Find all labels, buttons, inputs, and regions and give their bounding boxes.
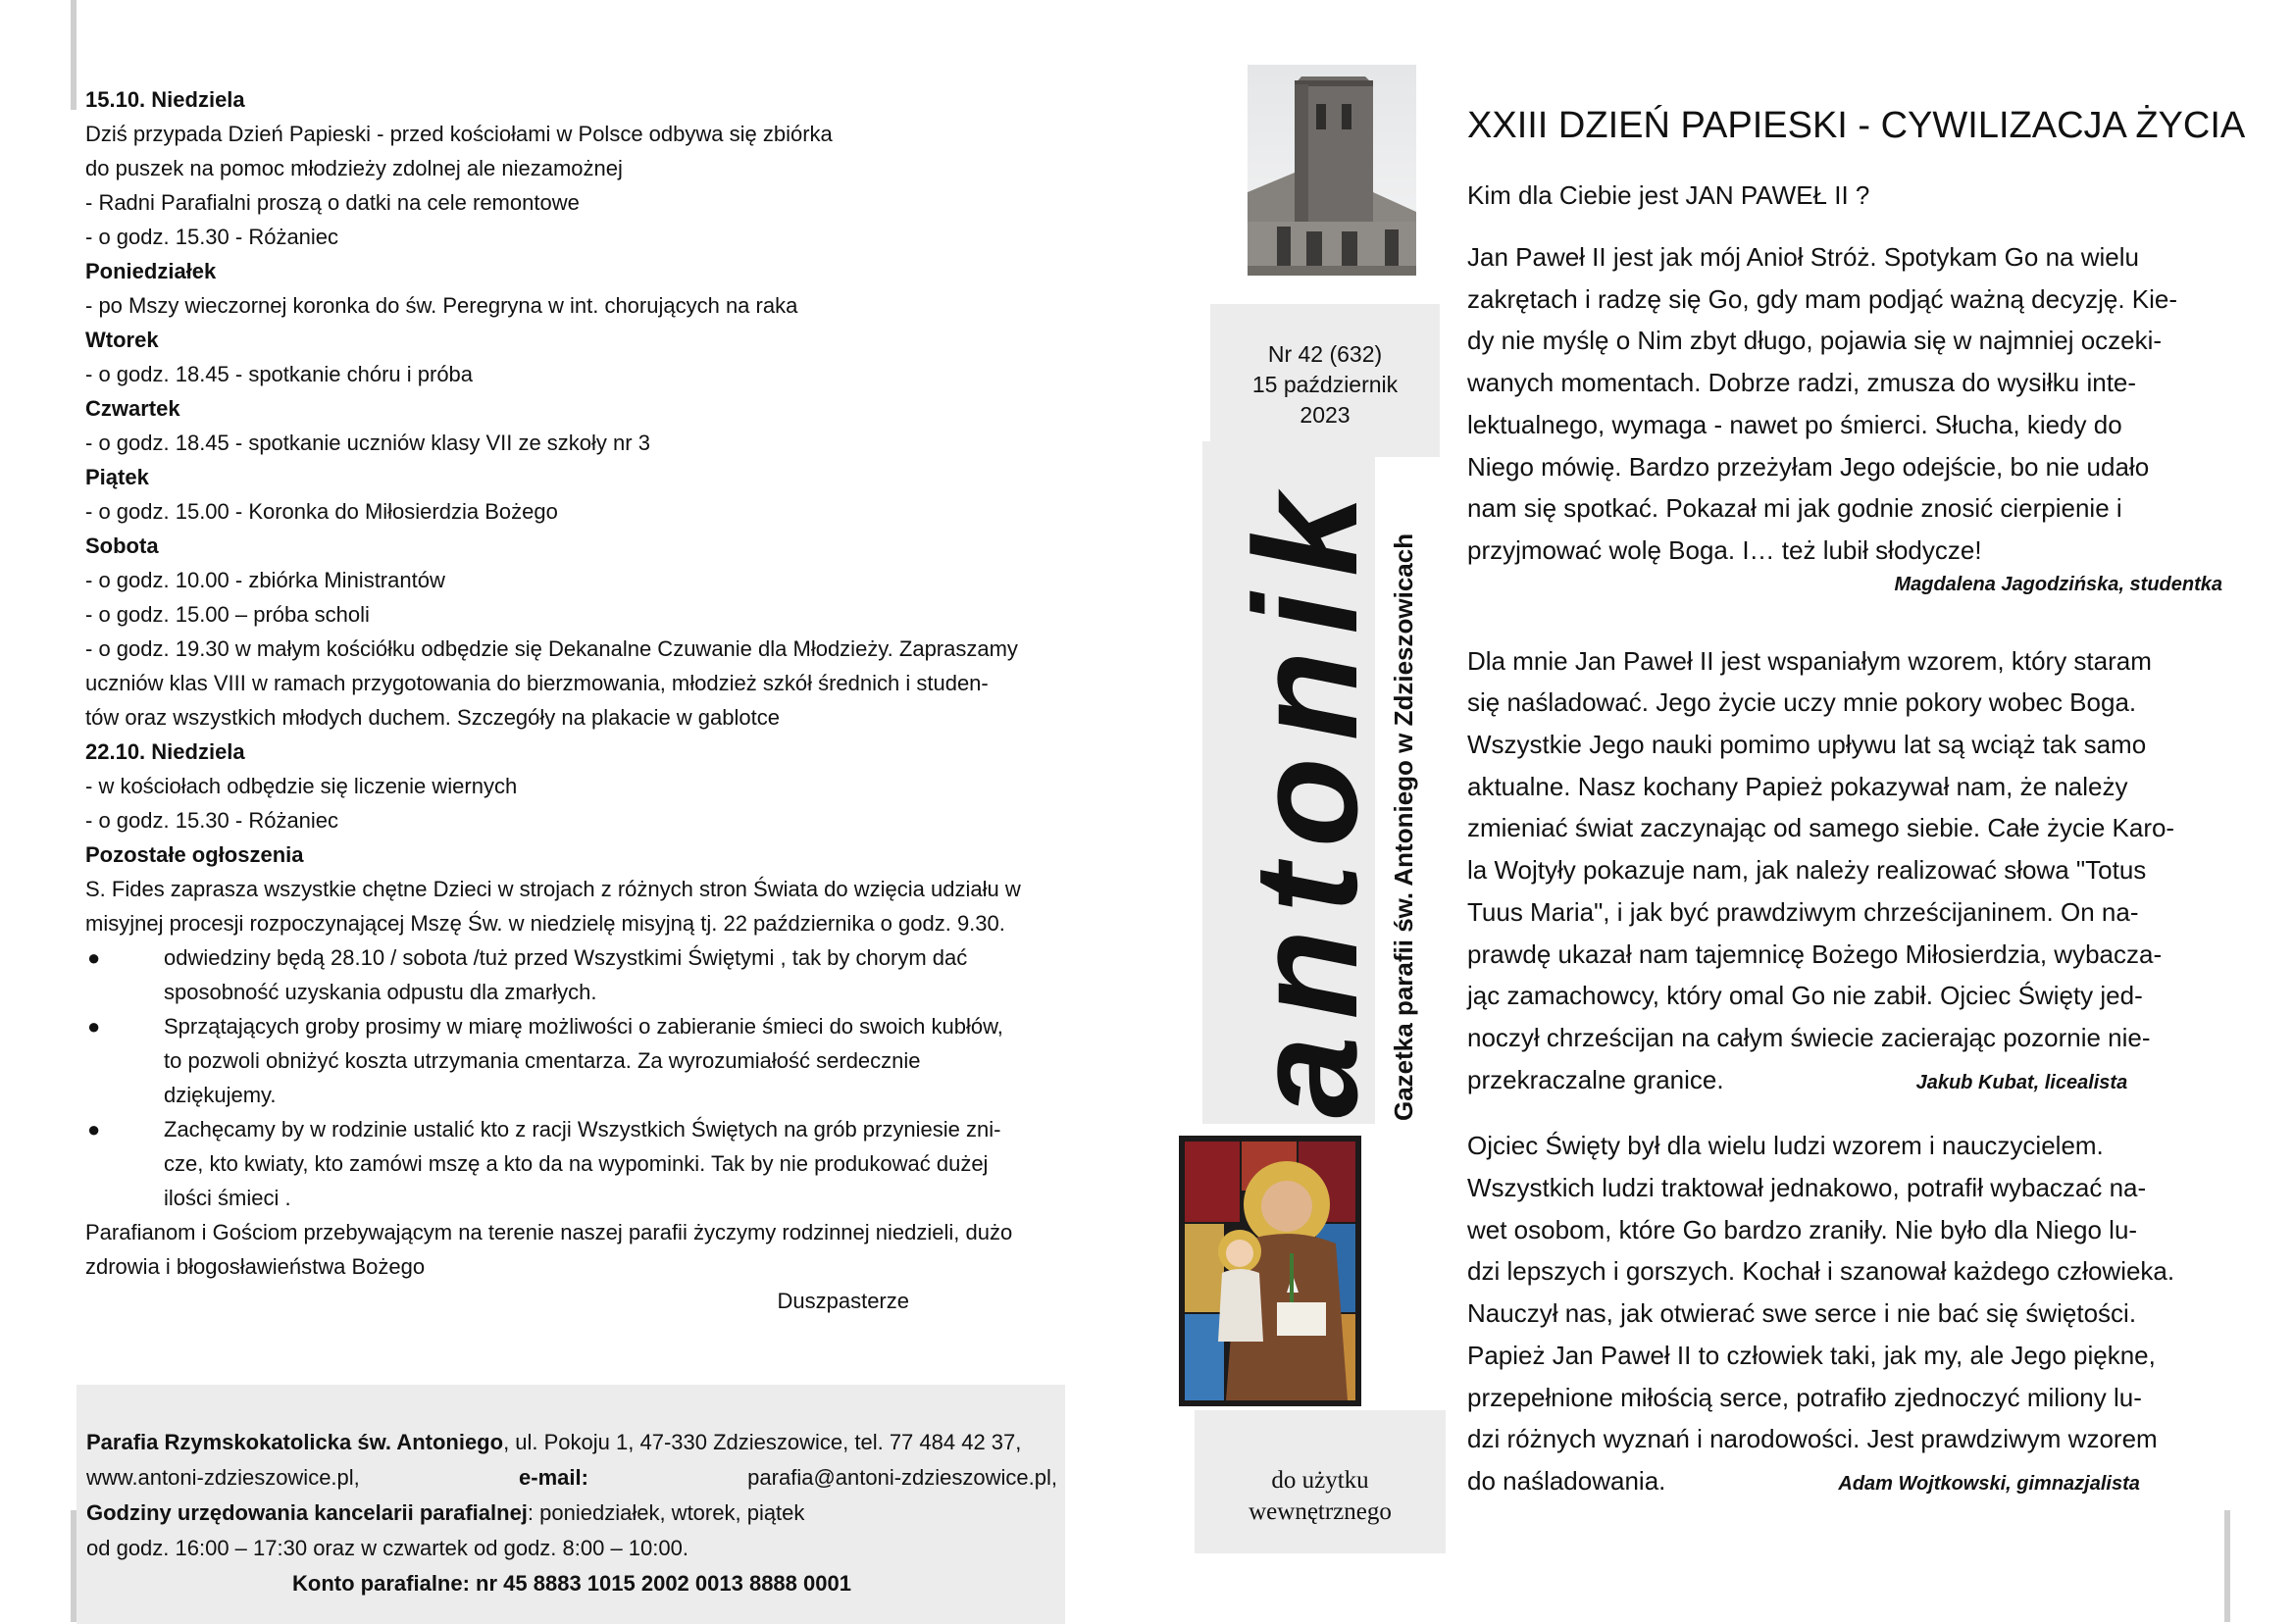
bullet-item [85, 940, 1066, 1009]
announcement-closing [85, 1215, 1066, 1284]
issue-info-box [1210, 304, 1440, 457]
announcement-line: Dziś przypada Dzień Papieski - przed kościołami w Polsce odbywa się zbiórka [85, 122, 833, 146]
announcement-line: - o godz. 15.00 - Koronka do Miłosierdzia Bożego [85, 499, 558, 524]
church-photo [1248, 65, 1416, 276]
closing-line: zdrowia i błogosławieństwa Bożego [85, 1254, 426, 1279]
article-paragraph-3-last-line [1467, 1460, 2222, 1505]
article-line: Wszystkie Jego nauki pomimo upływu lat są wciąż tak samo [1467, 730, 2147, 760]
signature: Duszpasterze [777, 1289, 909, 1313]
office-hours-label: Godziny urzędowania kancelarii parafialnej [86, 1500, 528, 1525]
announcement-line: - po Mszy wieczornej koronka do św. Peregryna w int. chorujących na raka [85, 293, 798, 318]
announcement-line: - o godz. 15.00 – próba scholi [85, 602, 370, 627]
newsletter-title: antonik [1223, 478, 1388, 1118]
announcement-heading: Pozostałe ogłoszenia [85, 842, 304, 867]
article-line: Wszystkich ludzi traktował jednakowo, potrafił wybaczać na- [1467, 1173, 2147, 1203]
parish-address: , ul. Pokoju 1, 47-330 Zdzieszowice, tel. 77 484 42 37, [503, 1430, 1022, 1454]
announcement-heading: Piątek [85, 465, 149, 489]
article-line: aktualne. Nasz kochany Papież pokazywał nam, że należy [1467, 771, 2128, 801]
article-line: noczył chrześcijan na całym świecie zacierając pozornie nie- [1467, 1022, 2151, 1052]
article-line: wet osobom, które Go bardzo zraniły. Nie było dla Niego lu- [1467, 1214, 2138, 1244]
bullet-line: to pozwoli obniżyć koszta utrzymania cmentarza. Za wyrozumiałość serdecznie [164, 1048, 921, 1073]
announcement-line: - w kościołach odbędzie się liczenie wiernych [85, 774, 518, 798]
announcement-line: - o godz. 15.30 - Różaniec [85, 225, 339, 249]
article-line: jąc zamachowcy, który omal Go nie zabił. Ojciec Święty jed- [1467, 981, 2143, 1011]
article-line: dzi różnych wyznań i narodowości. Jest prawdziwym wzorem [1467, 1424, 2158, 1454]
bullet-icon: ● [87, 1014, 101, 1039]
bullet-line: odwiedziny będą 28.10 / sobota /tuż przed Wszystkimi Świętymi , tak by chorym dać [164, 945, 968, 970]
article-line: nam się spotkać. Pokazał mi jak godnie znosić cierpienie i [1467, 493, 2122, 524]
announcement-heading: Sobota [85, 533, 159, 558]
article [1467, 98, 2246, 1505]
office-hours-times: od godz. 16:00 – 17:30 oraz w czwartek od godz. 8:00 – 10:00. [86, 1536, 688, 1560]
announcement-line: uczniów klas VIII w ramach przygotowania do bierzmowania, młodzież szkół średnich i studen- [85, 671, 989, 695]
newsletter-subtitle: Gazetka parafii św. Antoniego w Zdzieszowicach [1389, 533, 1418, 1121]
internal-use-line1: do użytku [1271, 1467, 1369, 1494]
announcement-heading: Czwartek [85, 396, 180, 421]
announcement-line: - o godz. 18.45 - spotkanie chóru i próba [85, 362, 474, 386]
announcement-lines [85, 82, 1066, 940]
bullet-icon: ● [87, 945, 101, 970]
article-line: wanych momentach. Dobrze radzi, zmusza do wysiłku inte- [1467, 368, 2137, 398]
left-margin-bar [71, 0, 76, 110]
article-line: Nauczył nas, jak otwierać swe serce i nie bać się świętości. [1467, 1298, 2137, 1329]
internal-use-box [1195, 1410, 1446, 1553]
article-line: dy nie myślę o Nim zbyt długo, pojawia się w najmniej oczeki- [1467, 326, 2163, 356]
article-line: dzi lepszych i gorszych. Kochał i szanował każdego człowieka. [1467, 1256, 2175, 1287]
announcement-line: S. Fides zaprasza wszystkie chętne Dzieci w strojach z różnych stron Świata do wzięcia udziału w [85, 877, 1021, 901]
paragraph-3-last-text: do naśladowania. [1467, 1465, 1666, 1496]
bullet-line: Zachęcamy by w rodzinie ustalić kto z racji Wszystkich Świętych na grób przyniesie zni- [164, 1117, 1001, 1142]
announcement-line: tów oraz wszystkich młodych duchem. Szczegóły na plakacie w gablotce [85, 705, 780, 730]
announcement-line: misyjnej procesji rozpoczynającej Mszę Św. w niedzielę misyjną tj. 22 października o godz. 9.30. [85, 911, 1005, 936]
article-paragraph-3 [1467, 1125, 2222, 1460]
article-line: Dla mnie Jan Paweł II jest wspaniałym wzorem, który staram [1467, 645, 2152, 676]
author-3: Adam Wojtkowski, gimnazjalista [1838, 1472, 2140, 1495]
article-line: Niego mówię. Bardzo przeżyłam Jego odejście, bo nie udało [1467, 451, 2150, 482]
article-line: Jan Paweł II jest jak mój Anioł Stróż. Spotykam Go na wielu [1467, 242, 2139, 272]
issue-date: 15 październik [1251, 372, 1399, 397]
author-2: Jakub Kubat, licealista [1915, 1071, 2128, 1093]
bullet-line: sposobność uzyskania odpustu dla zmarłych. [164, 980, 597, 1004]
article-title: XXIII DZIEŃ PAPIESKI - CYWILIZACJA ŻYCIA [1467, 105, 2246, 146]
article-question: Kim dla Ciebie jest JAN PAWEŁ II ? [1467, 180, 1870, 210]
office-hours-days: : poniedziałek, wtorek, piątek [527, 1500, 805, 1525]
bullet-line: cze, kto kwiaty, kto zamówi mszę a kto da na wypominki. Tak by nie produkować dużej [164, 1151, 989, 1176]
article-line: zmieniać świat zaczynając od samego siebie. Całe życie Karo- [1467, 813, 2175, 843]
announcement-heading: Wtorek [85, 328, 159, 352]
closing-line: Parafianom i Gościom przebywającym na terenie naszej parafii życzymy rodzinnej niedzieli, dużo [85, 1220, 1013, 1244]
announcements [85, 82, 1066, 1318]
announcement-line: - o godz. 10.00 - zbiórka Ministrantów [85, 568, 445, 592]
parish-website-link[interactable]: www.antoni-zdzieszowice.pl, [86, 1465, 360, 1490]
article-line: zakrętach i radzę się Go, gdy mam podjąć ważną decyzję. Kie- [1467, 283, 2178, 314]
stained-glass-saint-anthony-image [1179, 1136, 1361, 1406]
parish-name: Parafia Rzymskokatolicka św. Antoniego [86, 1430, 504, 1454]
author-1: Magdalena Jagodzińska, studentka [1894, 573, 2222, 595]
bullet-icon: ● [87, 1117, 101, 1142]
article-paragraph-2 [1467, 640, 2222, 1059]
announcement-line: do puszek na pomoc młodzieży zdolnej ale niezamożnej [85, 156, 623, 180]
article-line: la Wojtyły pokazuje nam, jak należy realizować słowa "Totus [1467, 855, 2147, 886]
article-paragraph-1 [1467, 236, 2222, 572]
announcement-line: - o godz. 19.30 w małym kościółku odbędzie się Dekanalne Czuwanie dla Młodzieży. Zapraszamy [85, 636, 1018, 661]
article-line: lektualnego, wymaga - nawet po śmierci. Słucha, kiedy do [1467, 409, 2122, 439]
announcement-line: - Radni Parafialni proszą o datki na cele remontowe [85, 190, 580, 215]
article-line: się naśladować. Jego życie uczy mnie pokory wobec Boga. [1467, 687, 2137, 718]
article-line: Tuus Maria", i jak być prawdziwym chrześcijaninem. On na- [1467, 896, 2139, 927]
announcement-line: - o godz. 18.45 - spotkanie uczniów klasy VII ze szkoły nr 3 [85, 431, 650, 455]
email-label: e-mail: [519, 1465, 588, 1490]
right-margin-bar [2224, 1510, 2230, 1622]
announcement-heading: 22.10. Niedziela [85, 739, 245, 764]
announcement-heading: 15.10. Niedziela [85, 87, 245, 112]
issue-year: 2023 [1300, 402, 1351, 428]
internal-use-line2: wewnętrznego [1249, 1498, 1392, 1525]
parish-info-box [76, 1385, 1065, 1624]
bank-account: Konto parafialne: nr 45 8883 1015 2002 0013 8888 0001 [292, 1571, 851, 1596]
bullet-item [85, 1009, 1066, 1112]
bullet-line: Sprzątających groby prosimy w miarę możliwości o zabieranie śmieci do swoich kubłów, [164, 1014, 1003, 1039]
article-paragraph-2-last-line [1467, 1059, 2222, 1104]
bullet-line: dziękujemy. [164, 1083, 277, 1107]
announcement-line: - o godz. 15.30 - Różaniec [85, 808, 339, 833]
announcement-bullets [85, 940, 1066, 1215]
article-line: przepełnione miłością serce, potrafiło zjednoczyć miliony lu- [1467, 1382, 2142, 1412]
bullet-line: ilości śmieci . [164, 1186, 291, 1210]
article-line: przyjmować wolę Boga. I… też lubił słodycze! [1467, 534, 1982, 565]
article-line: Papież Jan Paweł II to człowiek taki, jak my, ale Jego piękne, [1467, 1340, 2156, 1370]
paragraph-2-last-text: przekraczalne granice. [1467, 1064, 1724, 1094]
announcement-heading: Poniedziałek [85, 259, 217, 283]
issue-number: Nr 42 (632) [1267, 341, 1383, 367]
parish-email-link[interactable]: parafia@antoni-zdzieszowice.pl, [747, 1465, 1057, 1490]
article-line: Ojciec Święty był dla wielu ludzi wzorem i nauczycielem. [1467, 1131, 2104, 1161]
article-line: prawdę ukazał nam tajemnicę Bożego Miłosierdzia, wybacza- [1467, 939, 2163, 969]
bullet-item [85, 1112, 1066, 1215]
